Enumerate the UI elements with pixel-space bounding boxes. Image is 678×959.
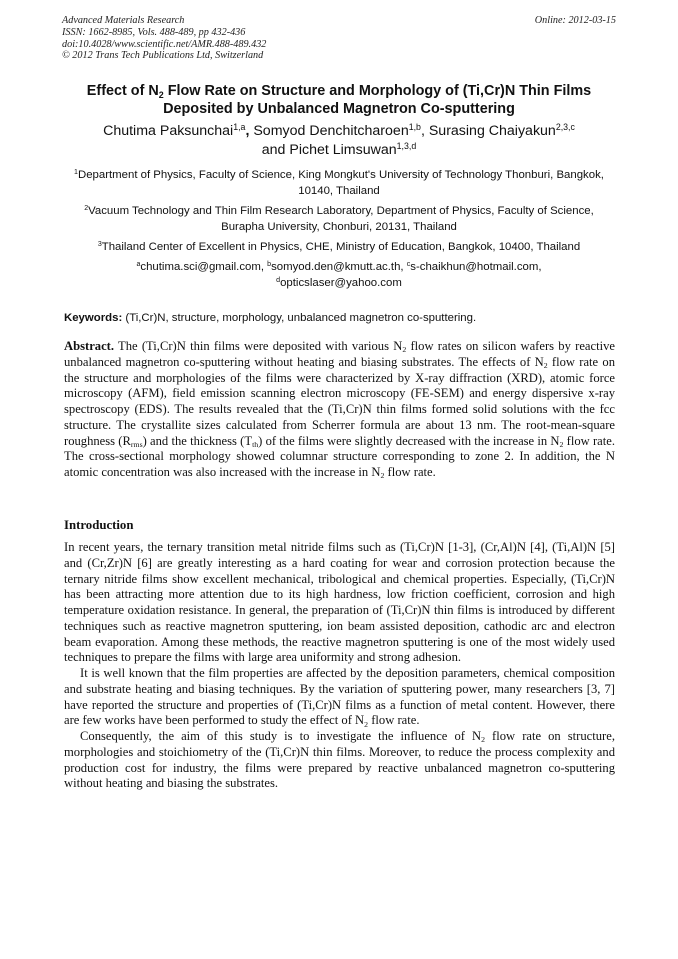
introduction-body	[64, 540, 615, 792]
issn-line: ISSN: 1662-8985, Vols. 488-489, pp 432-436	[62, 26, 246, 38]
section-heading: Introduction	[64, 518, 134, 532]
affiliation: $^3$Thailand Center of Excellent in Physics, CHE, Ministry of Education, Bangkok, 10400, Thailand	[97, 241, 581, 253]
paragraph: It is well known that the film properties are affected by the deposition parameters, chemical composition and substrate heating and biasing techniques. By the variation of sputtering power, many researchers [3, 7] have reported the structure and properties of (Ti,Cr)N films as a function of metal content. However, there are few works have been performed to study the effect of $N_2$ flow rate.	[64, 666, 615, 729]
abstract: Abstract. The (Ti,Cr)N thin films were deposited with various $N_2$ flow rates on silicon wafers by reactive unbalanced magnetron co-sputtering without heating and biasing substrates. The effects of $N_2$ flow rate on the structure and morphologies of the films were characterized by X-ray diffraction (XRD), atomic force microscopy (AFM), field emission scanning electron microscopy (FE-SEM) and energy dispersive x-ray spectroscopy (EDS). The results revealed that the (Ti,Cr)N thin films formed solid solutions with the fcc structure. The crystallite sizes calculated from Scherrer formula are about 13 nm. The root-mean-square roughness $(R_{rms})$ and the thickness $(T_{th})$ of the films were slightly decreased with the increase in $N_2$ flow rate. The cross-sectional morphology showed columnar structure corresponding to zone 2. In addition, the N atomic concentration was also increased with the increase in $N_2$ flow rate.	[64, 339, 615, 481]
author: Surasing Chaiyakun$^{2,3,c}$	[428, 122, 575, 139]
author: Somyod Denchitcharoen$^{1,b}$,	[253, 122, 429, 139]
email[interactable]: $^d$opticslaser@yahoo.com	[276, 277, 402, 289]
paragraph: In recent years, the ternary transition metal nitride films such as (Ti,Cr)N [1-3], (Cr,Al)N [4], (Ti,Al)N [5] and (Cr,Zr)N [6] are greatly interesting as a hard coating for wear and corrosion protection because the ternary nitride films show excellent mechanical, tribological and chemical properties. Especially, (Ti,Cr)N has been attracting more attention due to its high hardness, low friction coefficient, corrosion and high temperature oxidation resistance. In general, the preparation of (Ti,Cr)N thin films is introduced by different techniques such as reactive magnetron sputtering, ion beam assisted deposition, cathodic arc and electron beam evaporation. Among these methods, the reactive magnetron sputtering is one of the most widely used techniques to prepare the films with large area uniformity and strong adhesion.	[64, 540, 615, 665]
keywords-label: Keywords:	[64, 312, 123, 324]
keywords	[64, 311, 616, 326]
author: and Pichet Limsuwan$^{1,3,d}$	[261, 141, 417, 158]
title-text: Effect of N	[86, 83, 159, 99]
journal-header	[62, 15, 616, 62]
abstract-label: Abstract.	[64, 339, 115, 353]
email[interactable]: $^c$s-chaikhun@hotmail.com,	[406, 261, 542, 273]
email[interactable]: $^a$chutima.sci@gmail.com,	[136, 261, 268, 273]
paper-title	[62, 82, 616, 118]
title-text: Flow Rate on Structure and Morphology of (Ti,Cr)N Thin Films Deposited by Unbalanced Magnetron Co-sputtering	[163, 83, 592, 117]
keywords-text: (Ti,Cr)N, structure, morphology, unbalanced magnetron co-sputtering.	[122, 312, 477, 324]
title-subscript: 2	[158, 89, 164, 100]
online-date: Online: 2012-03-15	[534, 15, 616, 26]
doi-line: doi:10.4028/www.scientific.net/AMR.488-489.432	[62, 38, 267, 50]
author-list	[58, 122, 620, 160]
journal-name: Advanced Materials Research	[62, 15, 185, 26]
paragraph: Consequently, the aim of this study is to investigate the influence of $N_2$ flow rate on structure, morphologies and stoichiometry of the (Ti,Cr)N thin films. Moreover, to reduce the process complexity and production cost for industry, the films were prepared by reactive unbalanced magnetron co-sputtering without heating and biasing the substrates.	[64, 729, 615, 791]
copyright-line: © 2012 Trans Tech Publications Ltd, Switzerland	[62, 50, 264, 62]
author-emails	[64, 259, 614, 291]
email[interactable]: $^b$somyod.den@kmutt.ac.th,	[267, 261, 407, 273]
affiliation: $^2$Vacuum Technology and Thin Film Research Laboratory, Department of Physics, Faculty of Science, Burapha University, Chonburi, 20131, Thailand	[84, 205, 594, 233]
author: Chutima Paksunchai$^{1,a}$,	[103, 122, 254, 139]
affiliation: $^1$Department of Physics, Faculty of Science, King Mongkut's University of Technology Thonburi, Bangkok, 10140, Thailand	[74, 169, 604, 197]
